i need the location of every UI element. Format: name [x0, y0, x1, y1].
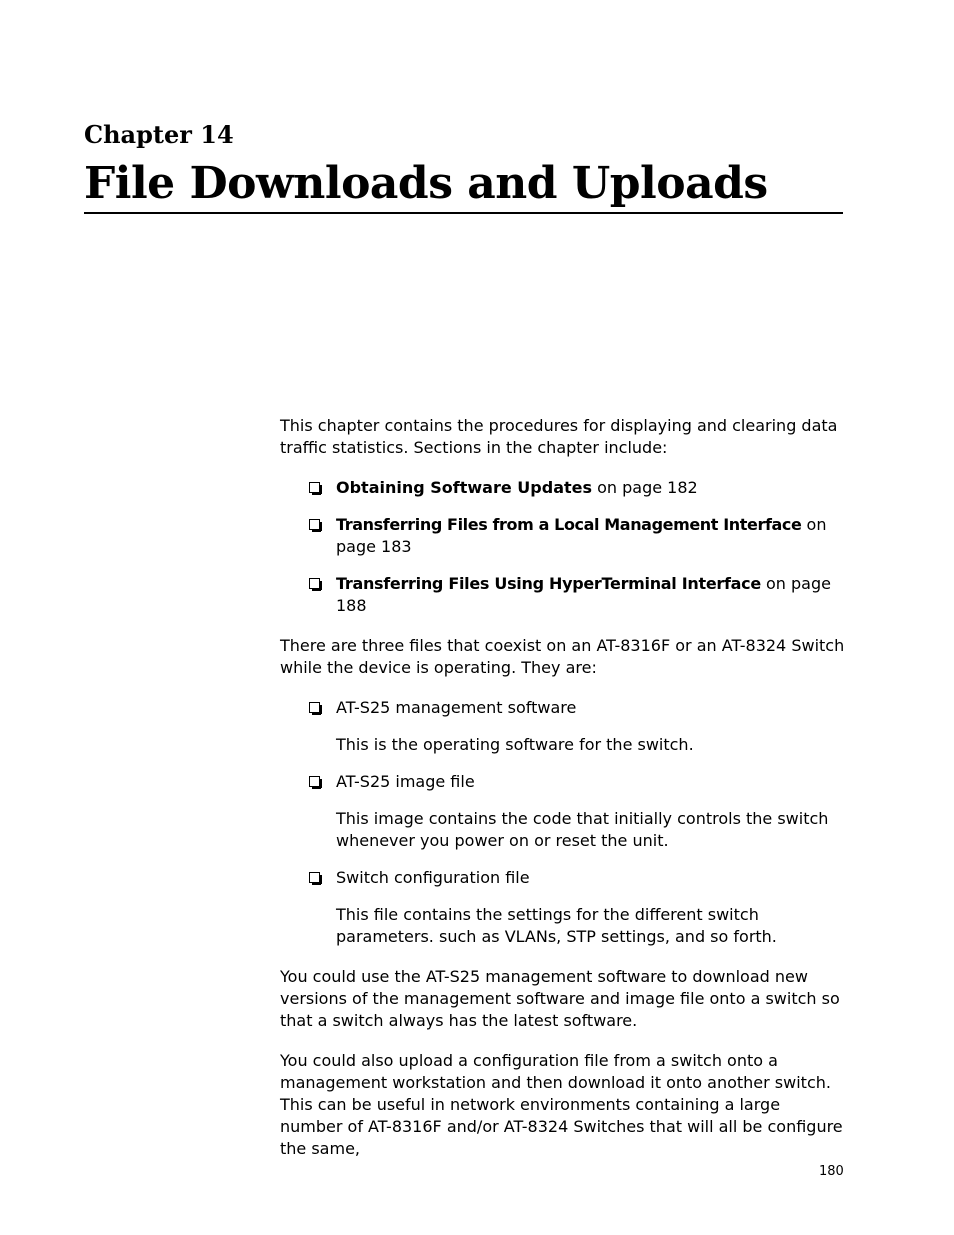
checkbox-bullet-icon: [309, 482, 320, 493]
list-item: [280, 771, 846, 852]
title-rule: [84, 212, 843, 214]
file-list: [280, 697, 846, 948]
checkbox-bullet-icon: [309, 872, 320, 883]
list-item: [280, 697, 846, 756]
file-description: This file contains the settings for the different switch parameters. such as VLANs, STP settings, and so forth.: [336, 905, 777, 946]
checkbox-bullet-icon: [309, 578, 320, 589]
page-number: 180: [819, 1164, 844, 1179]
list-item: [280, 867, 846, 948]
chapter-body: [280, 415, 846, 1160]
file-description: This image contains the code that initially controls the switch whenever you power on or reset the unit.: [336, 809, 829, 850]
section-link[interactable]: Transferring Files from a Local Management Interface: [336, 515, 802, 534]
file-name: Switch configuration file: [336, 868, 530, 887]
chapter-title: File Downloads and Uploads: [84, 158, 768, 209]
file-name: AT-S25 management software: [336, 698, 577, 717]
download-paragraph: You could use the AT-S25 management software to download new versions of the management software and image file onto a switch so that a switch always has the latest software.: [280, 967, 840, 1030]
intro-paragraph: This chapter contains the procedures for displaying and clearing data traffic statistics. Sections in the chapter include:: [280, 416, 838, 457]
list-item: [280, 514, 846, 558]
page-reference: on page 188: [336, 574, 831, 615]
section-link[interactable]: Transferring Files Using HyperTerminal Interface: [336, 574, 761, 593]
list-item: [280, 477, 846, 499]
section-link[interactable]: Obtaining Software Updates: [336, 478, 593, 497]
section-list: [280, 477, 846, 617]
files-intro-paragraph: There are three files that coexist on an AT-8316F or an AT-8324 Switch while the device is operating. They are:: [280, 636, 845, 677]
file-description: This is the operating software for the switch.: [336, 735, 694, 754]
page-reference: on page 183: [336, 515, 827, 556]
upload-paragraph: You could also upload a configuration file from a switch onto a management workstation and then download it onto another switch. This can be useful in network environments containing a large number of AT-8316F and/or AT-8324 Switches that will all be configure the same,: [280, 1051, 843, 1158]
checkbox-bullet-icon: [309, 776, 320, 787]
checkbox-bullet-icon: [309, 519, 320, 530]
chapter-label: Chapter 14: [84, 120, 234, 149]
checkbox-bullet-icon: [309, 702, 320, 713]
page-reference: on page 182: [592, 478, 698, 497]
file-name: AT-S25 image file: [336, 772, 475, 791]
list-item: [280, 573, 846, 617]
